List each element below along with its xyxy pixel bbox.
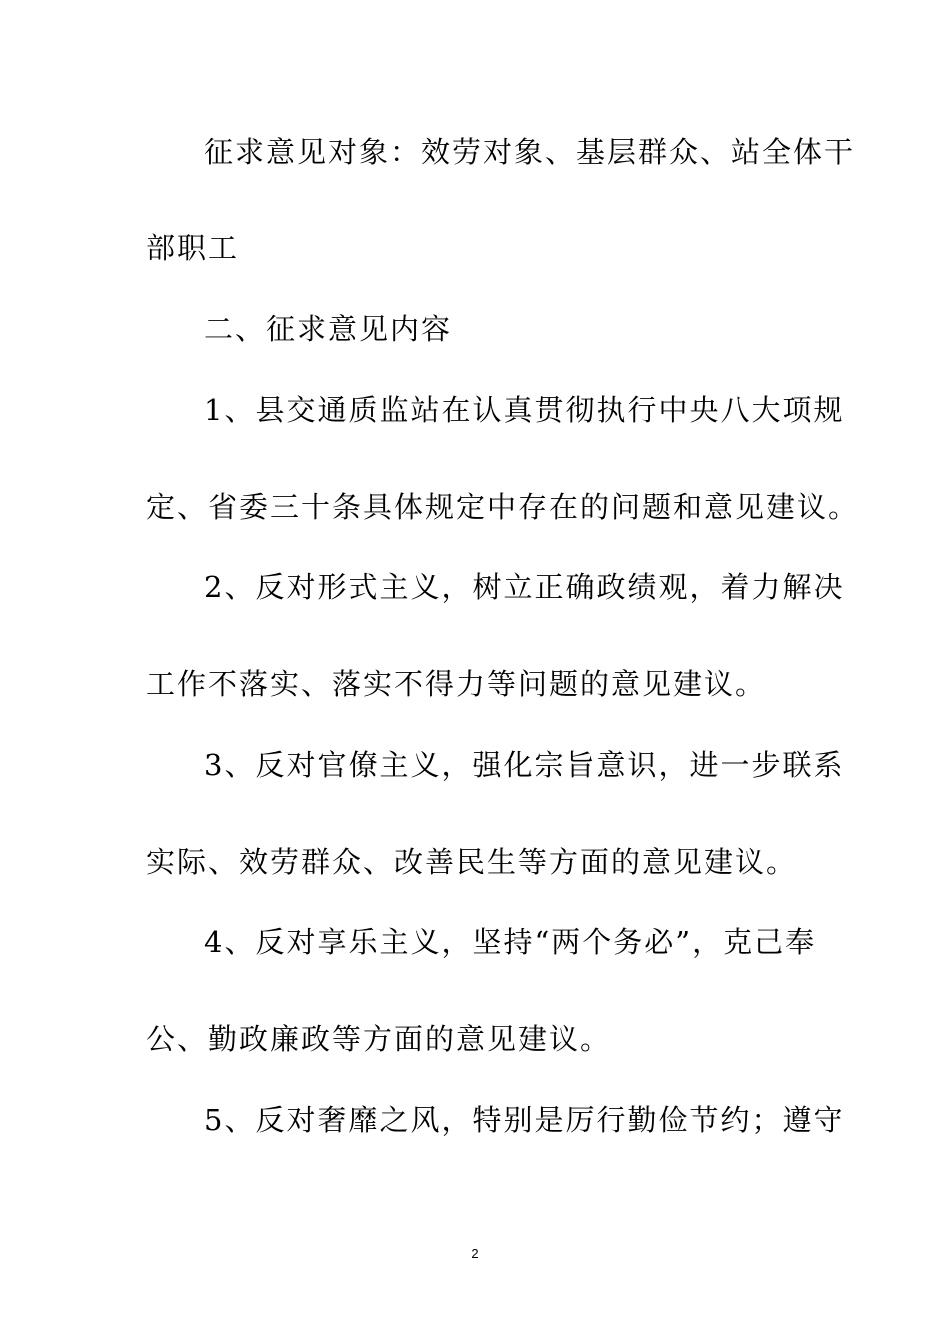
list-item-1-cont: 定、省委三十条具体规定中存在的问题和意见建议。 (146, 490, 860, 524)
list-item-4-cont: 公、勤政廉政等方面的意见建议。 (146, 1022, 612, 1056)
text-line-consult-targets-cont: 部职工 (146, 231, 240, 265)
list-item-2: 2、反对形式主义，树立正确政绩观，着力解决 (204, 570, 845, 604)
list-item-1: 1、县交通质监站在认真贯彻执行中央八大项规 (204, 393, 845, 427)
list-item-4: 4、反对享乐主义，坚持“两个务必”，克己奉 (204, 925, 817, 959)
list-item-3-cont: 实际、效劳群众、改善民生等方面的意见建议。 (146, 845, 798, 879)
list-item-2-cont: 工作不落实、落实不得力等问题的意见建议。 (146, 667, 767, 701)
list-item-3: 3、反对官僚主义，强化宗旨意识，进一步联系 (204, 748, 845, 782)
text-line-consult-targets: 征求意见对象：效劳对象、基层群众、站全体干 (204, 135, 856, 169)
list-item-5: 5、反对奢靡之风，特别是厉行勤俭节约；遵守 (204, 1103, 845, 1137)
section-heading-consult-content: 二、征求意见内容 (204, 312, 453, 346)
page-number: 2 (471, 1246, 479, 1261)
